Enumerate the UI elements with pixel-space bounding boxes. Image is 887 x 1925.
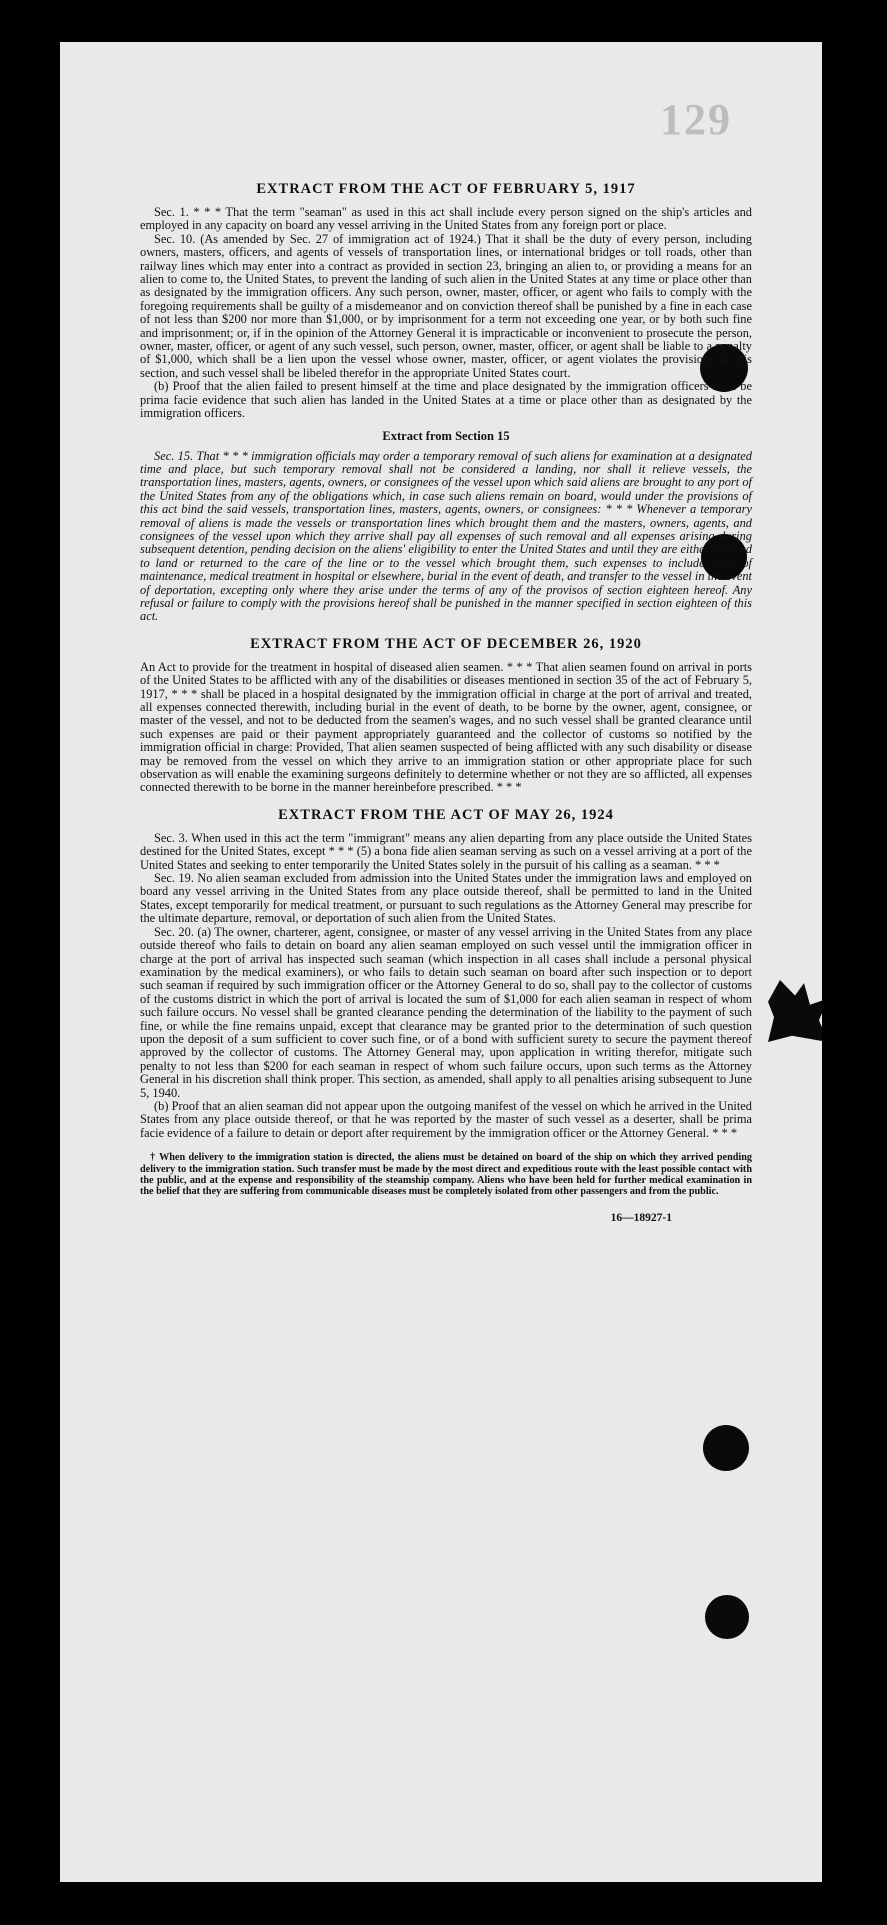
punch-hole — [705, 1595, 749, 1639]
section-act-1920 — [140, 636, 752, 795]
paragraph: (b) Proof that the alien failed to present himself at the time and place designated by the immigration officers shall be prima facie evidence that such alien has landed in the United States at a time or place other than as designated by the immigration officers. — [140, 379, 752, 421]
paragraph: An Act to provide for the treatment in hospital of diseased alien seamen. * * * That alien seamen found on arrival in ports of the United States to be afflicted with any of the disabilities or diseases mentioned in section 35 of the act of February 5, 1917, * * * shall be placed in a hospital designated by the immigration official in charge at the port of arrival and treated, all expenses connected therewith, including burial in the event of death, to be borne by the owner, agent, consignee, or master of the vessel, and not to be deducted from the seamen's wages, and no such vessel shall be granted clearance until such expenses are paid or their payment appropriately guaranteed and the collector of customs so notified by the immigration official in charge: Provided, That alien seamen suspected of being afflicted with any such disability or disease may be removed from the vessel on which they arrive to an immigration station or other appropriate place for such observation as will enable the examining surgeons definitely to determine whether or not they are so afflicted, all expenses connected therewith to be borne in the manner hereinbefore prescribed. * * * — [140, 659, 752, 795]
section-15-extract — [140, 429, 752, 624]
document-page — [60, 42, 822, 1882]
form-number: 16—18927-1 — [610, 1211, 672, 1224]
paragraph: Sec. 15. That * * * immigration officials may order a temporary removal of such aliens for examination at a designated time and place, but such temporary removal shall not be considered a landing, nor shall it relieve vessels, the transportation lines, masters, agents, owners, or consignees of the vessel upon which said aliens are brought to any port of the United States from any of the obligations which, in case such aliens remain on board, would under the provisions of this act bind the said vessels, transportation lines, masters, agents, owners, or consignees: * * * Whenever a temporary removal of aliens is made the vessels or transportation lines which brought them and the masters, owners, agents, and consignees of the vessel upon which they arrive shall pay all expenses of such removal and all expenses arising during subsequent detention, pending decision on the aliens' eligibility to enter the United States and until they are either allowed to land or returned to the care of the line or to the vessel which brought them, such expenses to include those of maintenance, medical treatment in hospital or elsewhere, burial in the event of death, and transfer to the vessel in the event of deportation, excepting only where they arise under the terms of any of the provisos of section eighteen hereof. Any refusal or failure to comply with the provisions hereof shall be punished in the manner specified in section eighteen of this act. — [140, 448, 752, 624]
section-heading: EXTRACT FROM THE ACT OF FEBRUARY 5, 1917 — [256, 181, 636, 197]
section-heading: EXTRACT FROM THE ACT OF MAY 26, 1924 — [278, 806, 614, 823]
paragraph: Sec. 10. (As amended by Sec. 27 of immigration act of 1924.) That it shall be the duty of every person, including owners, masters, officers, and agents of vessels of transportation lines, or international bridges or toll roads, other than railway lines which may enter into a contract as provided in section 23, bringing an alien to, or providing a means for an alien to come to, the United States, to prevent the landing of such alien in the United States at any time or place other than as designated by the immigration officers. Any such person, owner, master, officer, or agent who fails to comply with the foregoing requirements shall be guilty of a misdemeanor and on conviction thereof shall be punished by a fine in each case of not less than $200 nor more than $1,000, or by imprisonment for a term not exceeding one year, or by both such fine and imprisonment; or, if in the opinion of the Attorney General it is impracticable or inconvenient to prosecute the person, owner, master, officer, or agent of any such vessel, such person, owner, master, officer, or agent shall be liable to a penalty of $1,000, which shall be a lien upon the vessel whose owner, master, officer, or agent violates the provisions of this section, and such vessel shall be libeled therefor in the appropriate United States court. — [140, 231, 752, 380]
document-body — [140, 175, 752, 1224]
page-number: 129 — [660, 95, 732, 144]
paragraph: Sec. 19. No alien seaman excluded from admission into the United States under the immigration laws and employed on board any vessel arriving in the United States from any place outside thereof, shall be permitted to land in the United States, except temporarily for medical treatment, or pursuant to such regulations as the Attorney General may prescribe for the ultimate departure, removal, or deportation of such alien from the United States. — [140, 871, 752, 926]
section-subheading: Extract from Section 15 — [382, 428, 510, 443]
section-act-1917 — [140, 181, 752, 421]
paragraph: Sec. 1. * * * That the term "seaman" as used in this act shall include every person signed on the ship's articles and employed in any capacity on board any vessel arriving in the United States from any foreign port or place. — [140, 205, 752, 233]
footnote — [140, 1152, 752, 1198]
paragraph: Sec. 3. When used in this act the term "immigrant" means any alien departing from any place outside the United States destined for the United States, except * * * (5) a bona fide alien seaman serving as such on a vessel arriving at a port of the United States and seeking to enter temporarily the United States solely in the pursuit of his calling as a seaman. * * * — [140, 830, 752, 872]
paragraph: Sec. 20. (a) The owner, charterer, agent, consignee, or master of any vessel arriving in the United States from any place outside thereof who fails to detain on board any alien seaman employed on such vessel until the immigration officer in charge at the port of arrival has inspected such seaman (which inspection in all cases shall include a personal physical examination by the medical examiners), or who fails to detain such seaman on board after such inspection or to deport such seaman if required by such immigration officer or the Attorney General to do so, shall pay to the collector of customs of the customs district in which the port of arrival is located the sum of $1,000 for each alien seaman in respect of whom such failure occurs. No vessel shall be granted clearance pending the determination of the liability to the payment of such fine, or while the fine remains unpaid, except that clearance may be granted prior to the determination of such question upon the deposit of a sum sufficient to cover such fine, or of a bond with sufficient surety to secure the payment thereof approved by the collector of customs. The Attorney General may, upon application in writing therefor, mitigate such penalty to not less than $200 for each seaman in respect of whom such failure occurs, upon such terms as the Attorney General in his discretion shall think proper. This section, as amended, shall apply to all penalties arising subsequent to June 5, 1940. — [140, 924, 752, 1100]
footnote-text: † When delivery to the immigration station is directed, the aliens must be detained on board of the ship on which they arrived pending delivery to the immigration station. Such transfer must be made by the most direct and expeditious route with the least possible contact with the public, and at the expense and responsibility of the steamship company. Aliens who have been held for further medical examination in the belief that they are suffering from communicable diseases must be completely isolated from other passengers and from the public. — [140, 1152, 752, 1198]
paper-tear — [768, 980, 822, 1042]
section-heading: EXTRACT FROM THE ACT OF DECEMBER 26, 1920 — [250, 635, 642, 652]
punch-hole — [703, 1425, 749, 1471]
paragraph: (b) Proof that an alien seaman did not appear upon the outgoing manifest of the vessel on which he arrived in the United States from any place outside thereof, or that he was reported by the master of such vessel as a deserter, shall be prima facie evidence of a failure to detain or deport after requirement by the immigration officer or the Attorney General. * * * — [140, 1098, 752, 1140]
section-act-1924 — [140, 807, 752, 1140]
